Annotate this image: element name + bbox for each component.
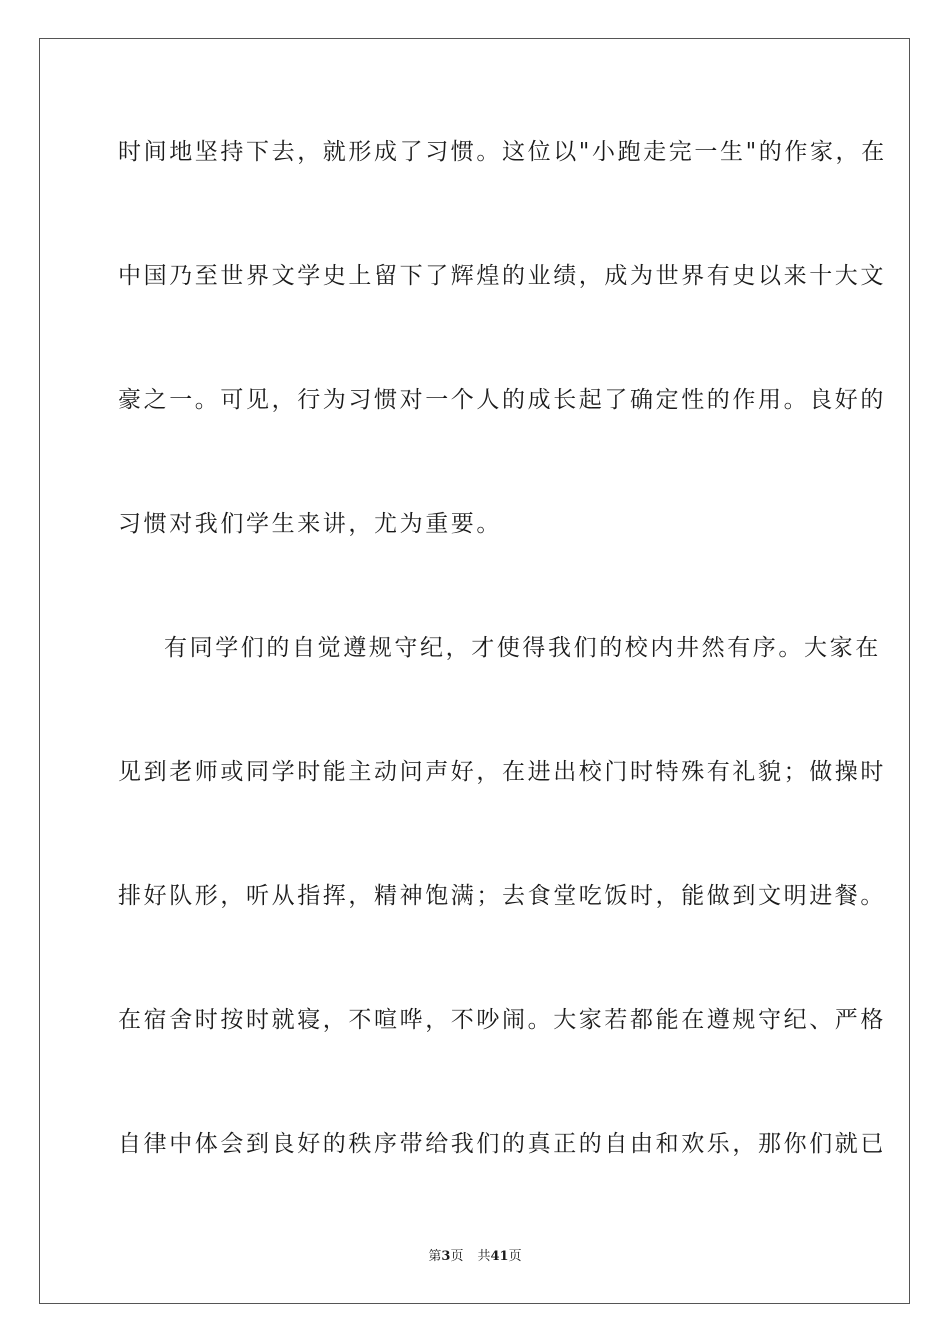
total-suffix: 页 [508,1249,522,1264]
page-number: 3 [441,1249,451,1264]
page-border [39,38,910,1304]
text-line: 中国乃至世界文学史上留下了辉煌的业绩，成为世界有史以来十大文 [118,263,886,289]
text-line: 自律中体会到良好的秩序带给我们的真正的自由和欢乐，那你们就已 [118,1131,886,1157]
text-line: 习惯对我们学生来讲，尤为重要。 [118,511,502,537]
text-line: 排好队形，听从指挥，精神饱满；去食堂吃饭时，能做到文明进餐。 [118,883,886,909]
text-line: 见到老师或同学时能主动问声好，在进出校门时特殊有礼貌；做操时 [118,759,886,785]
page-suffix: 页 [450,1249,464,1264]
text-line: 时间地坚持下去，就形成了习惯。这位以"小跑走完一生"的作家，在 [118,139,887,165]
paragraph-first-line: 有同学们的自觉遵规守纪，才使得我们的校内井然有序。大家在 [164,635,881,661]
text-line: 在宿舍时按时就寝，不喧哗，不吵闹。大家若都能在遵规守纪、严格 [118,1007,886,1033]
total-pages: 41 [490,1249,509,1264]
page-prefix: 第 [428,1249,442,1264]
page-footer [0,1248,950,1266]
text-line: 豪之一。可见，行为习惯对一个人的成长起了确定性的作用。良好的 [118,387,886,413]
total-prefix: 共 [477,1249,491,1264]
